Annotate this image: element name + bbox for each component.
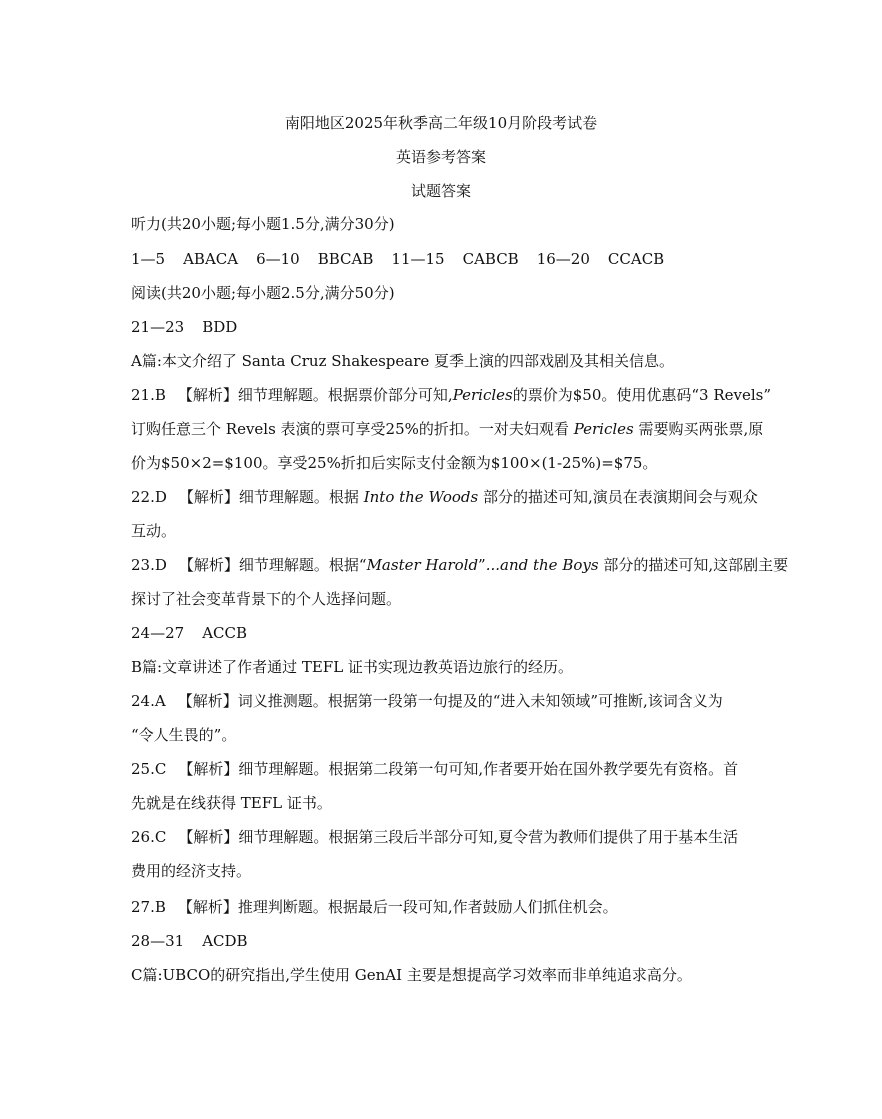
- analysis-text: ”: [478, 556, 486, 574]
- q21-line-3: 价为$50×2=$100。享受25%折扣后实际支付金额为$100×(1-25%)=$75。: [131, 454, 658, 472]
- answer-range: 11—15: [391, 250, 445, 268]
- q23-line-1: [131, 555, 788, 575]
- passage-b-summary: B篇:文章讲述了作者通过 TEFL 证书实现边教英语边旅行的经历。: [131, 658, 573, 676]
- answer-range: 21—23: [131, 318, 185, 336]
- listening-heading: 听力(共20小题;每小题1.5分,满分30分): [131, 215, 395, 233]
- question-number: 21.B: [131, 386, 166, 404]
- analysis-text: 部分的描述可知,演员在表演期间会与观众: [483, 488, 758, 506]
- q24-line-1: [131, 691, 723, 711]
- question-number: 26.C: [131, 828, 167, 846]
- q21-line-2: [131, 419, 763, 439]
- analysis-tag: 【解析】: [178, 760, 239, 778]
- analysis-text: 的票价为$50。使用优惠码“3 Revels”: [512, 386, 772, 404]
- group-b-answers: [131, 623, 247, 643]
- play-title: Master Harold: [366, 556, 479, 574]
- passage-a-summary: A篇:本文介绍了 Santa Cruz Shakespeare 夏季上演的四部戏剧及其相关信息。: [131, 352, 675, 370]
- answer-letters: ACCB: [202, 624, 247, 642]
- answer-range: 1—5: [131, 250, 166, 268]
- answer-range: 16—20: [536, 250, 590, 268]
- q26-line-1: [131, 827, 738, 847]
- listening-answers: [131, 249, 664, 269]
- analysis-text: 细节理解题。根据: [238, 488, 359, 506]
- analysis-tag: 【解析】: [177, 692, 238, 710]
- answer-range: 28—31: [131, 932, 185, 950]
- answer-letters: CABCB: [462, 250, 519, 268]
- q22-line-1: [131, 487, 758, 507]
- q23-line-2: 探讨了社会变革背景下的个人选择问题。: [131, 590, 402, 608]
- answer-range: 24—27: [131, 624, 185, 642]
- analysis-tag: 【解析】: [177, 386, 238, 404]
- q22-line-2: 互动。: [131, 522, 177, 540]
- analysis-text: 细节理解题。根据票价部分可知,: [237, 386, 453, 404]
- q27-line-1: [131, 897, 618, 917]
- play-title: Into the Woods: [363, 488, 479, 506]
- section-title: 试题答案: [410, 182, 471, 200]
- q25-line-2: 先就是在线获得 TEFL 证书。: [131, 794, 332, 812]
- analysis-text: 部分的描述可知,这部剧主要: [603, 556, 789, 574]
- answer-letters: ABACA: [183, 250, 239, 268]
- analysis-tag: 【解析】: [178, 556, 239, 574]
- question-number: 25.C: [131, 760, 167, 778]
- play-title: ...and the Boys: [485, 556, 599, 574]
- exam-title: 南阳地区2025年秋季高二年级10月阶段考试卷: [284, 114, 598, 132]
- group-a-answers: [131, 317, 237, 337]
- q21-line-1: [131, 385, 771, 405]
- question-number: 27.B: [131, 898, 166, 916]
- analysis-text: 细节理解题。根据“: [238, 556, 367, 574]
- reading-heading: 阅读(共20小题;每小题2.5分,满分50分): [131, 284, 395, 302]
- answer-range: 6—10: [256, 250, 300, 268]
- q25-line-1: [131, 759, 738, 779]
- group-c-answers: [131, 931, 248, 951]
- answer-letters: ACDB: [202, 932, 248, 950]
- play-title: Pericles: [573, 420, 634, 438]
- answer-letters: BBCAB: [317, 250, 374, 268]
- analysis-tag: 【解析】: [177, 898, 238, 916]
- analysis-text: 推理判断题。根据最后一段可知,作者鼓励人们抓住机会。: [237, 898, 618, 916]
- analysis-text: 需要购买两张票,原: [638, 420, 764, 438]
- play-title: Pericles: [452, 386, 513, 404]
- answer-letters: CCACB: [607, 250, 665, 268]
- question-number: 22.D: [131, 488, 167, 506]
- question-number: 23.D: [131, 556, 167, 574]
- analysis-tag: 【解析】: [178, 488, 239, 506]
- q26-line-2: 费用的经济支持。: [131, 862, 252, 880]
- question-number: 24.A: [131, 692, 166, 710]
- analysis-text: 订购任意三个 Revels 表演的票可享受25%的折扣。一对夫妇观看: [131, 420, 569, 438]
- subject-title: 英语参考答案: [395, 148, 486, 166]
- analysis-tag: 【解析】: [178, 828, 239, 846]
- q24-line-2: “令人生畏的”。: [131, 726, 237, 744]
- answer-letters: BDD: [202, 318, 238, 336]
- passage-c-summary: C篇:UBCO的研究指出,学生使用 GenAI 主要是想提高学习效率而非单纯追求高分。: [131, 966, 692, 984]
- analysis-text: 词义推测题。根据第一段第一句提及的“进入未知领域”可推断,该词含义为: [237, 692, 723, 710]
- analysis-text: 细节理解题。根据第三段后半部分可知,夏令营为教师们提供了用于基本生活: [238, 828, 739, 846]
- analysis-text: 细节理解题。根据第二段第一句可知,作者要开始在国外教学要先有资格。首: [238, 760, 739, 778]
